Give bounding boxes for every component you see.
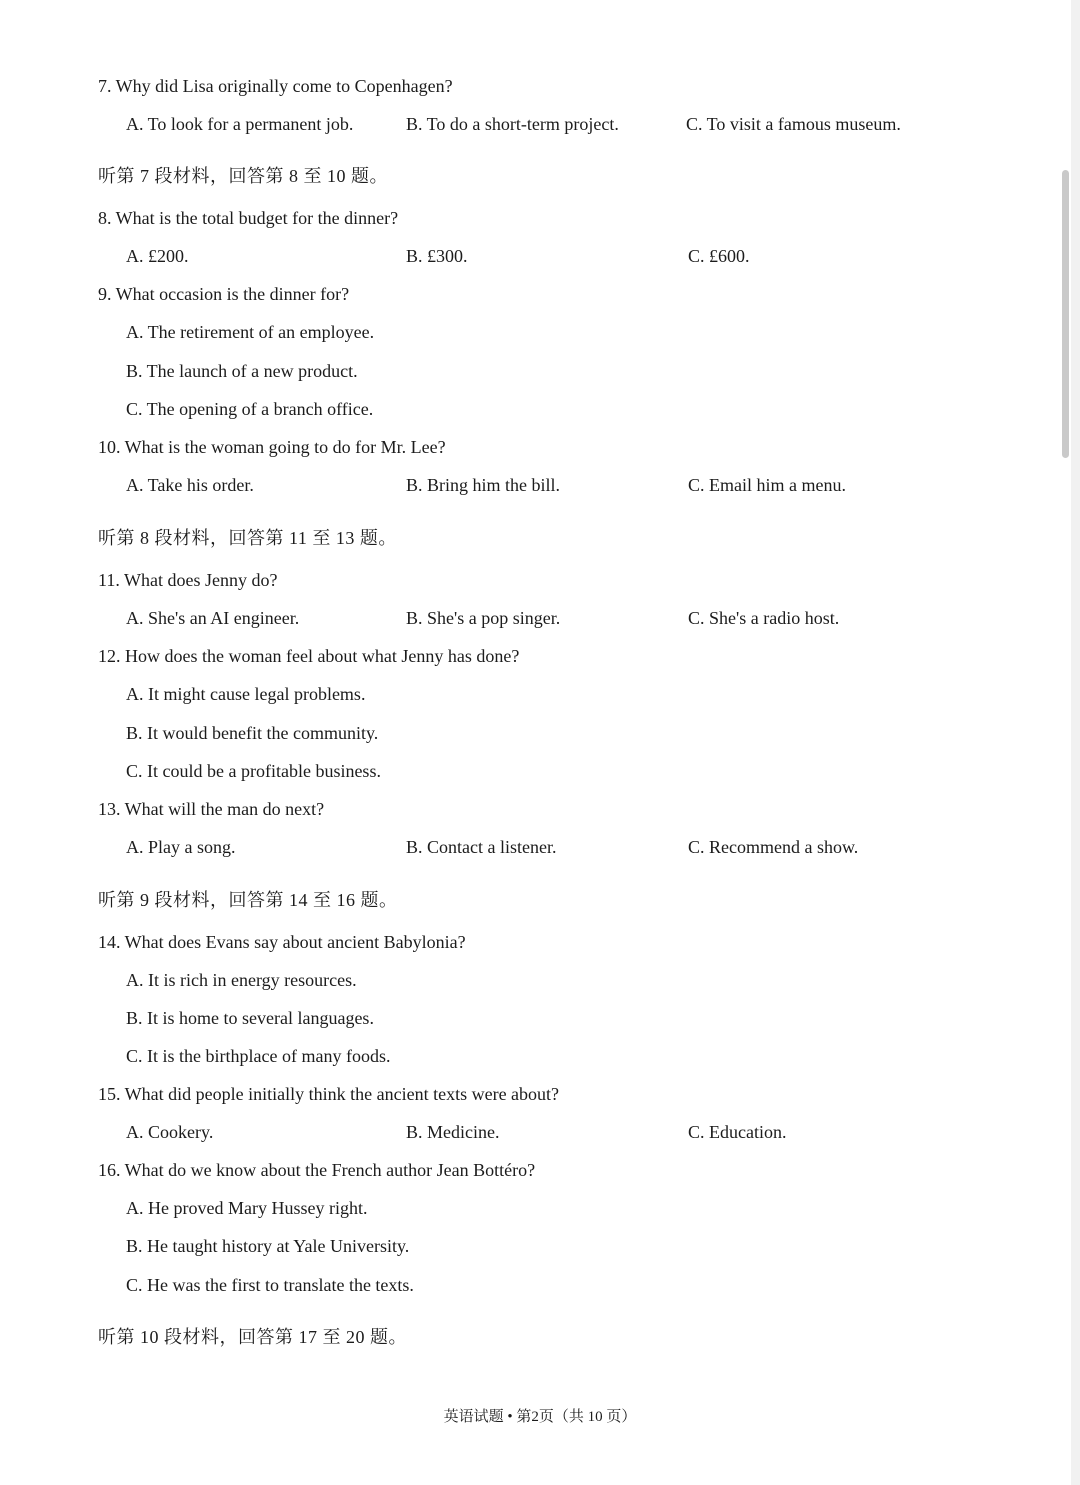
option-7b: B. To do a short-term project. [406, 114, 619, 134]
question-7: 7. Why did Lisa originally come to Copenhagen? [98, 76, 453, 96]
option-8c: C. £600. [688, 246, 750, 266]
option-9c: C. The opening of a branch office. [126, 399, 374, 419]
option-10b: B. Bring him the bill. [406, 475, 561, 495]
option-8a: A. £200. [126, 246, 189, 266]
page-footer: 英语试题 • 第2页（共 10 页） [443, 1409, 637, 1425]
question-13: 13. What will the man do next? [98, 799, 325, 819]
question-14: 14. What does Evans say about ancient Babylonia? [98, 932, 466, 952]
question-10: 10. What is the woman going to do for Mr. Lee? [98, 437, 446, 457]
option-11c: C. She's a radio host. [688, 608, 840, 628]
option-16a: A. He proved Mary Hussey right. [126, 1198, 368, 1218]
option-7c: C. To visit a famous museum. [686, 114, 901, 134]
option-16b: B. He taught history at Yale University. [126, 1236, 410, 1256]
option-15a: A. Cookery. [126, 1122, 214, 1142]
question-9: 9. What occasion is the dinner for? [98, 284, 350, 304]
question-15: 15. What did people initially think the ancient texts were about? [98, 1084, 560, 1104]
option-11b: B. She's a pop singer. [406, 608, 561, 628]
option-14c: C. It is the birthplace of many foods. [126, 1046, 391, 1066]
question-12: 12. How does the woman feel about what Jenny has done? [98, 646, 520, 666]
option-12b: B. It would benefit the community. [126, 723, 379, 743]
question-11: 11. What does Jenny do? [98, 570, 278, 590]
option-12c: C. It could be a profitable business. [126, 761, 381, 781]
option-9b: B. The launch of a new product. [126, 361, 358, 381]
option-13a: A. Play a song. [126, 837, 236, 857]
vertical-scrollbar[interactable] [1062, 170, 1069, 458]
option-13c: C. Recommend a show. [688, 837, 859, 857]
option-14b: B. It is home to several languages. [126, 1008, 374, 1028]
section-10-heading: 听第 10 段材料，回答第 17 至 20 题。 [98, 1327, 407, 1347]
option-15b: B. Medicine. [406, 1122, 500, 1142]
section-7-heading: 听第 7 段材料，回答第 8 至 10 题。 [98, 166, 388, 186]
option-11a: A. She's an AI engineer. [126, 608, 300, 628]
option-9a: A. The retirement of an employee. [126, 322, 375, 342]
option-12a: A. It might cause legal problems. [126, 684, 366, 704]
option-16c: C. He was the first to translate the texts. [126, 1275, 414, 1295]
option-10c: C. Email him a menu. [688, 475, 846, 495]
option-7a: A. To look for a permanent job. [126, 114, 354, 134]
question-16: 16. What do we know about the French author Jean Bottéro? [98, 1160, 536, 1180]
question-8: 8. What is the total budget for the dinner? [98, 208, 399, 228]
section-9-heading: 听第 9 段材料，回答第 14 至 16 题。 [98, 890, 398, 910]
option-8b: B. £300. [406, 246, 468, 266]
option-15c: C. Education. [688, 1122, 787, 1142]
page-edge [1071, 0, 1080, 1485]
section-8-heading: 听第 8 段材料，回答第 11 至 13 题。 [98, 528, 397, 548]
option-13b: B. Contact a listener. [406, 837, 557, 857]
option-14a: A. It is rich in energy resources. [126, 970, 357, 990]
option-10a: A. Take his order. [126, 475, 254, 495]
